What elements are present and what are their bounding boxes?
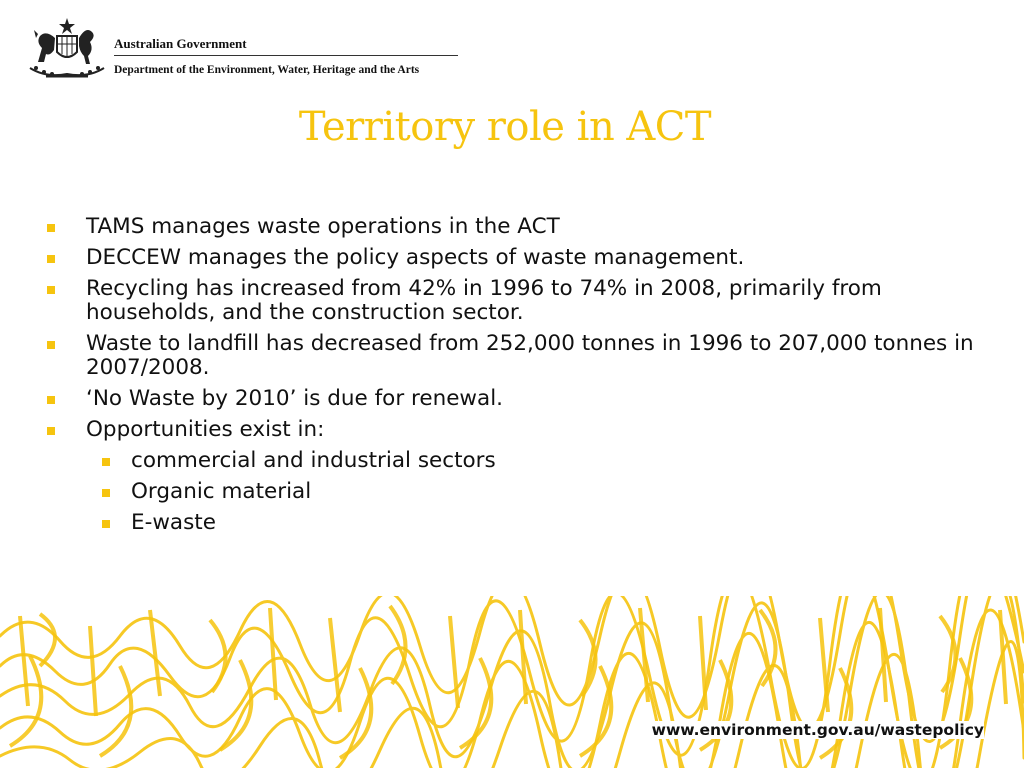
department-name: Department of the Environment, Water, Heritage and the Arts — [114, 64, 420, 76]
decorative-scribble-banner — [0, 596, 1024, 768]
bullet-text: ‘No Waste by 2010’ is due for renewal. — [86, 386, 504, 411]
bullet-item — [44, 387, 994, 411]
header — [26, 16, 466, 82]
bullet-marker-icon — [47, 341, 55, 349]
bullet-marker-icon — [47, 255, 55, 263]
bullet-text: Opportunities exist in: — [86, 417, 325, 442]
bullet-marker-icon — [47, 427, 55, 435]
footer-url-link[interactable]: www.environment.gov.au/wastepolicy — [651, 721, 984, 739]
bullet-text: Waste to landfill has decreased from 252,000 tonnes in 1996 to 207,000 tonnes in 2007/2008. — [86, 331, 974, 380]
bullet-marker-icon — [47, 224, 55, 232]
sub-bullet-item — [44, 511, 994, 535]
bullet-marker-icon — [47, 286, 55, 294]
bullet-item — [44, 332, 994, 380]
org-block — [114, 36, 458, 76]
bullet-text: TAMS manages waste operations in the ACT — [86, 214, 560, 239]
slide-title: Territory role in ACT — [298, 104, 712, 150]
org-name: Australian Government — [114, 36, 458, 56]
bullet-text: DECCEW manages the policy aspects of waste management. — [86, 245, 745, 270]
sub-bullet-item — [44, 480, 994, 504]
sub-bullet-text: Organic material — [131, 479, 312, 504]
bullet-marker-icon — [47, 396, 55, 404]
bullet-text: Recycling has increased from 42% in 1996 to 74% in 2008, primarily from households, and the construction sector. — [86, 276, 882, 325]
sub-bullet-item — [44, 449, 994, 473]
bullet-item — [44, 277, 994, 325]
bullet-list — [44, 215, 994, 542]
sub-bullet-text: commercial and industrial sectors — [131, 448, 496, 473]
bullet-marker-icon — [102, 489, 110, 497]
bullet-item — [44, 215, 994, 239]
bullet-marker-icon — [102, 458, 110, 466]
bullet-item — [44, 418, 994, 442]
bullet-marker-icon — [102, 520, 110, 528]
sub-bullet-text: E-waste — [131, 510, 216, 535]
bullet-item — [44, 246, 994, 270]
coat-of-arms-icon — [26, 16, 108, 82]
